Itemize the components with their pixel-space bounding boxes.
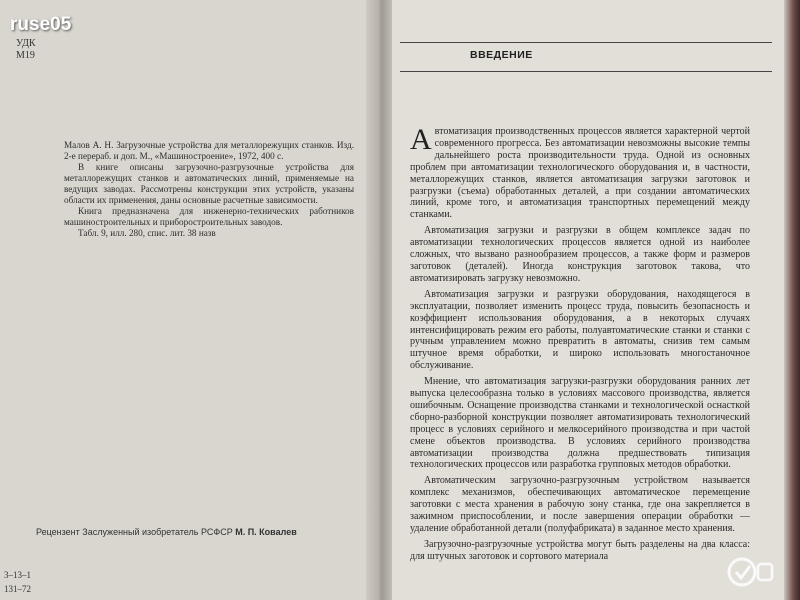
card-paragraph: Малов А. Н. Загрузочные устройства для металлорежущих станков. Изд. 2-е перераб. и доп. М., «Машиностроение», 1972, 400 с. — [64, 140, 354, 161]
publication-code-1: 3–13–1 — [4, 570, 31, 580]
card-paragraph: Книга предназначена для инженерно-технических работников машиностроительных и приборостроительных заводов. — [64, 206, 354, 227]
reviewer-name: М. П. Ковалев — [235, 527, 297, 537]
catalog-card — [64, 140, 354, 239]
body-paragraph: Автоматизация загрузки и разгрузки в общем комплексе задач по автоматизации технологических процессов является одной из наиболее сложных, что вызвано разнообразием процессов, а также форм и размеров заготовок (деталей). Иногда конструкция заготовок такова, что автоматизировать загрузку невозможно. — [410, 225, 750, 284]
udk-code: УДК — [16, 38, 36, 49]
body-paragraph: Автоматизация загрузки и разгрузки оборудования, находящегося в эксплуатации, позволяет изменить процесс труда, повысить безопасность и коэффициент использования оборудования, а в некоторых случаях интенсифицировать режим его работы, полуавтоматические станки и станки с ручным управлением можно превратить в автоматы, снизив тем самым штучное время обработки, и широко использовать многостаночное обслуживание. — [410, 288, 750, 372]
card-paragraph: Табл. 9, илл. 280, спис. лит. 38 назв — [78, 228, 216, 238]
reviewer-prefix: Рецензент Заслуженный изобретатель РСФСР — [36, 527, 233, 537]
body-paragraph — [410, 123, 750, 221]
body-paragraph: Мнение, что автоматизация загрузки-разгрузки оборудования ранних лет выпуска целесообразна только в условиях массового производства, является ошибочным. Оснащение производства станками и технологической оснасткой сборно-разборной конструкции позволяет автоматизировать технологический процесс в условиях серийного и мелкосерийного производства и при частой смене объектов производства. В условиях серийного производства автоматизации производства должна предшествовать типизация технологических процессов или разработка групповых методов обработки. — [410, 376, 750, 471]
page-edge — [784, 0, 800, 600]
classification-code: М19 — [16, 50, 35, 61]
reviewer-line — [36, 527, 297, 537]
publication-code-2: 131–72 — [4, 584, 31, 594]
chapter-header — [400, 42, 772, 72]
drop-cap: А — [410, 123, 432, 156]
body-text — [410, 123, 750, 567]
book-spine — [366, 0, 394, 600]
first-paragraph-text: втоматизация производственных процессов является характерной чертой современного прогресса. Без автоматизации невозможны высокие темпы дальнейшего роста производительности труда. Одной из основных проблем при автоматизации технологического оборудования и, в частности, металлорежущих станков, является автоматизация загрузки заготовок и разгрузки (съема) обработанных деталей, а при создании автоматических линий, кроме того, и автоматизация транспортных перемещений между станками. — [410, 126, 750, 221]
watermark-text: ruse05 — [10, 14, 72, 35]
body-paragraph: Загрузочно-разгрузочные устройства могут быть разделены на два класса: для штучных заготовок и сортового материала — [410, 538, 750, 562]
left-page — [0, 0, 380, 600]
card-paragraph: В книге описаны загрузочно-разгрузочные устройства для металлорежущих станков и автоматических линий, применяемые на ведущих заводах. Рассмотрены конструкции этих устройств, указаны области их применения, даны основные расчетные зависимости. — [64, 162, 354, 205]
chapter-title: ВВЕДЕНИЕ — [470, 49, 533, 61]
watermark-logo-icon — [726, 552, 776, 592]
body-paragraph: Автоматическим загрузочно-разгрузочным устройством называется комплекс механизмов, обеспечивающих автоматическое перемещение заготовки с места хранения в рабочую зону станка, где она закрепляется в зажимном приспособлении, и после завершения операции обработки — удаление обработанной детали (полуфабриката) в заданное место хранения. — [410, 475, 750, 534]
